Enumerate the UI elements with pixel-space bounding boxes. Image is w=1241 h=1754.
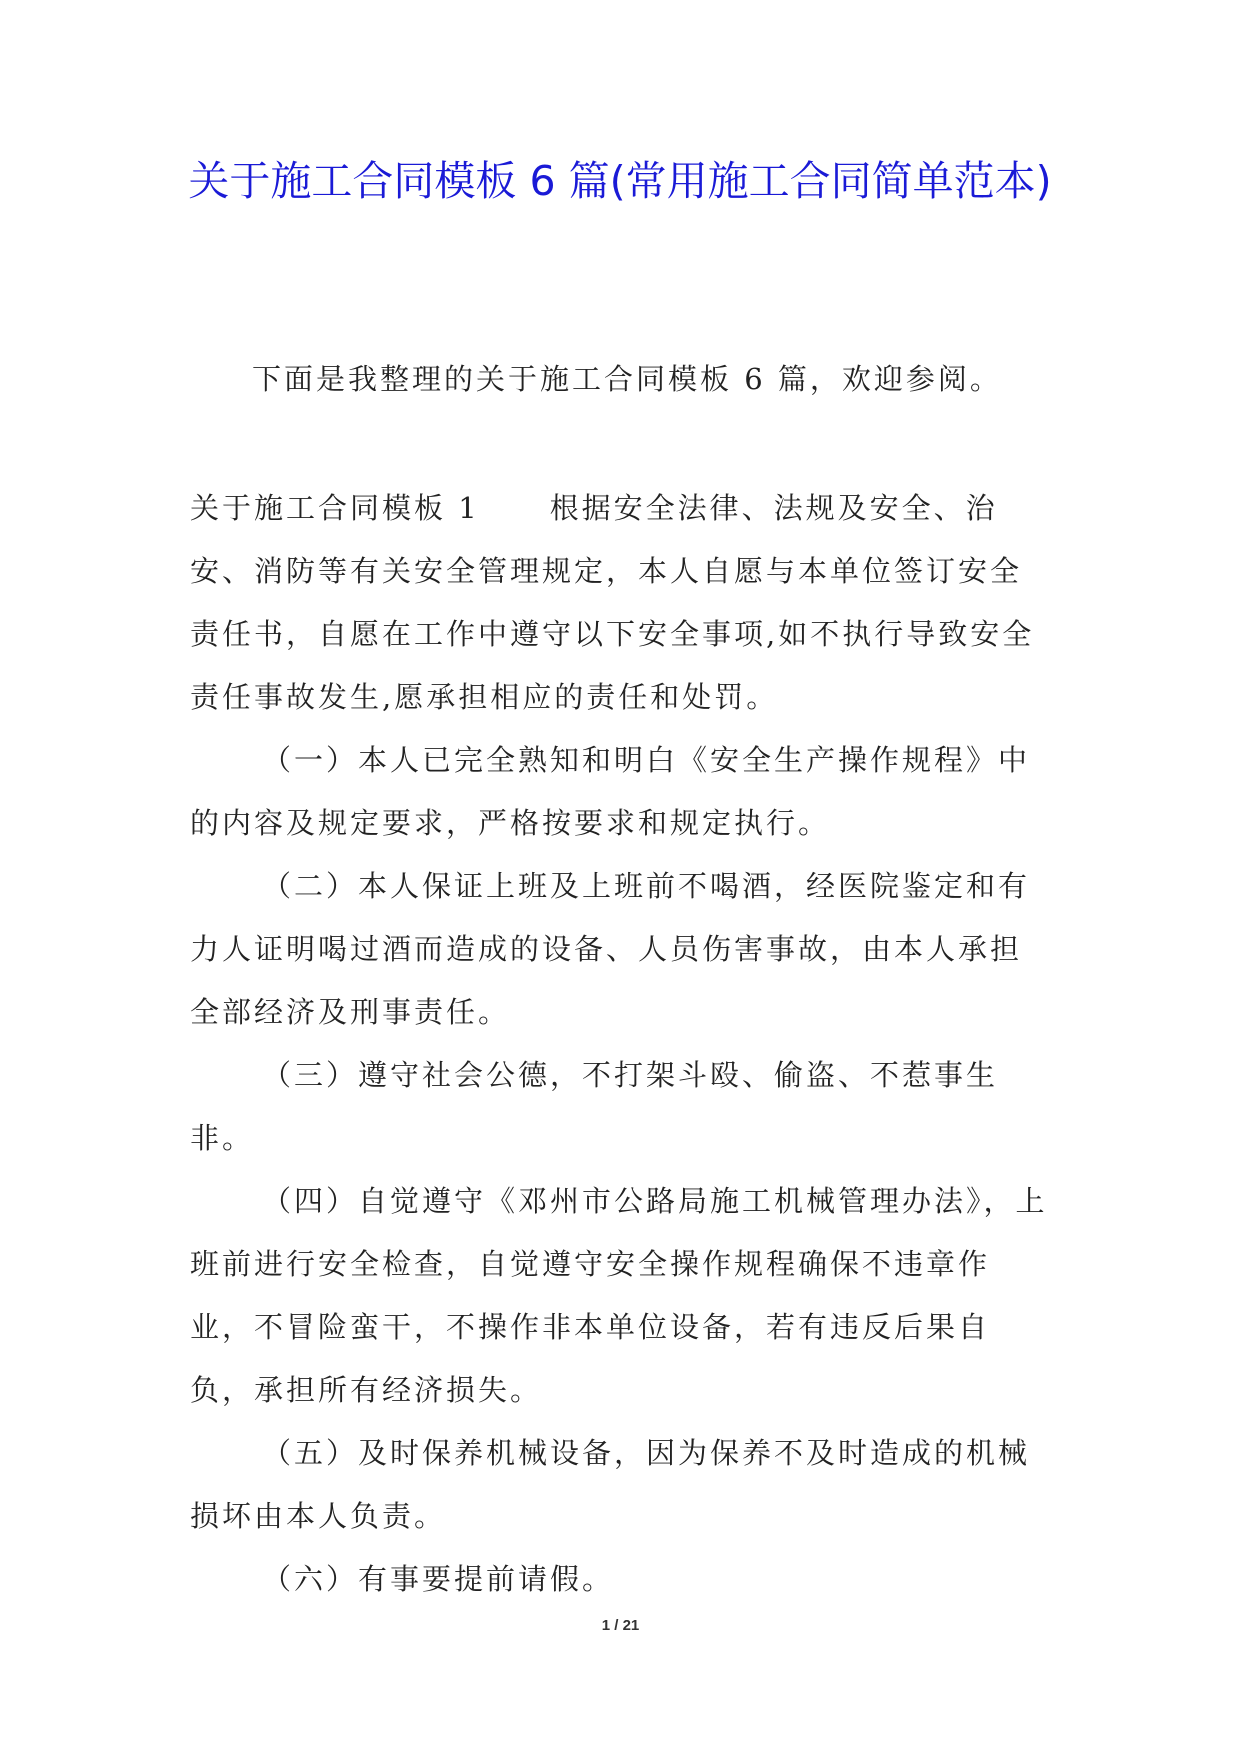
section-first-paragraph xyxy=(190,477,1050,729)
intro-paragraph: 下面是我整理的关于施工合同模板 6 篇，欢迎参阅。 xyxy=(252,362,1002,396)
document-title: 关于施工合同模板 6 篇(常用施工合同简单范本) xyxy=(188,157,1052,205)
list-item: （五）及时保养机械设备，因为保养不及时造成的机械损坏由本人负责。 xyxy=(190,1436,1031,1533)
page-number: 1 / 21 xyxy=(601,1617,640,1634)
list-item: （一）本人已完全熟知和明白《安全生产操作规程》中的内容及规定要求，严格按要求和规定执行。 xyxy=(190,743,1031,840)
list-item: （六）有事要提前请假。 xyxy=(262,1562,615,1596)
section-heading: 关于施工合同模板 1 xyxy=(190,491,480,525)
list-item: （三）遵守社会公德，不打架斗殴、偷盗、不惹事生非。 xyxy=(190,1058,999,1155)
list-item: （四）自觉遵守《邓州市公路局施工机械管理办法》，上班前进行安全检查，自觉遵守安全操作规程确保不违章作业，不冒险蛮干，不操作非本单位设备，若有违反后果自负，承担所有经济损失。 xyxy=(190,1184,1048,1407)
list-item: （二）本人保证上班及上班前不喝酒，经医院鉴定和有力人证明喝过酒而造成的设备、人员伤害事故，由本人承担全部经济及刑事责任。 xyxy=(190,869,1031,1029)
section-first-text: 根据安全法律、法规及安全、治安、消防等有关安全管理规定，本人自愿与本单位签订安全责任书，自愿在工作中遵守以下安全事项,如不执行导致安全责任事故发生,愿承担相应的责任和处罚。 xyxy=(190,491,1035,714)
section-1 xyxy=(190,477,1050,1611)
